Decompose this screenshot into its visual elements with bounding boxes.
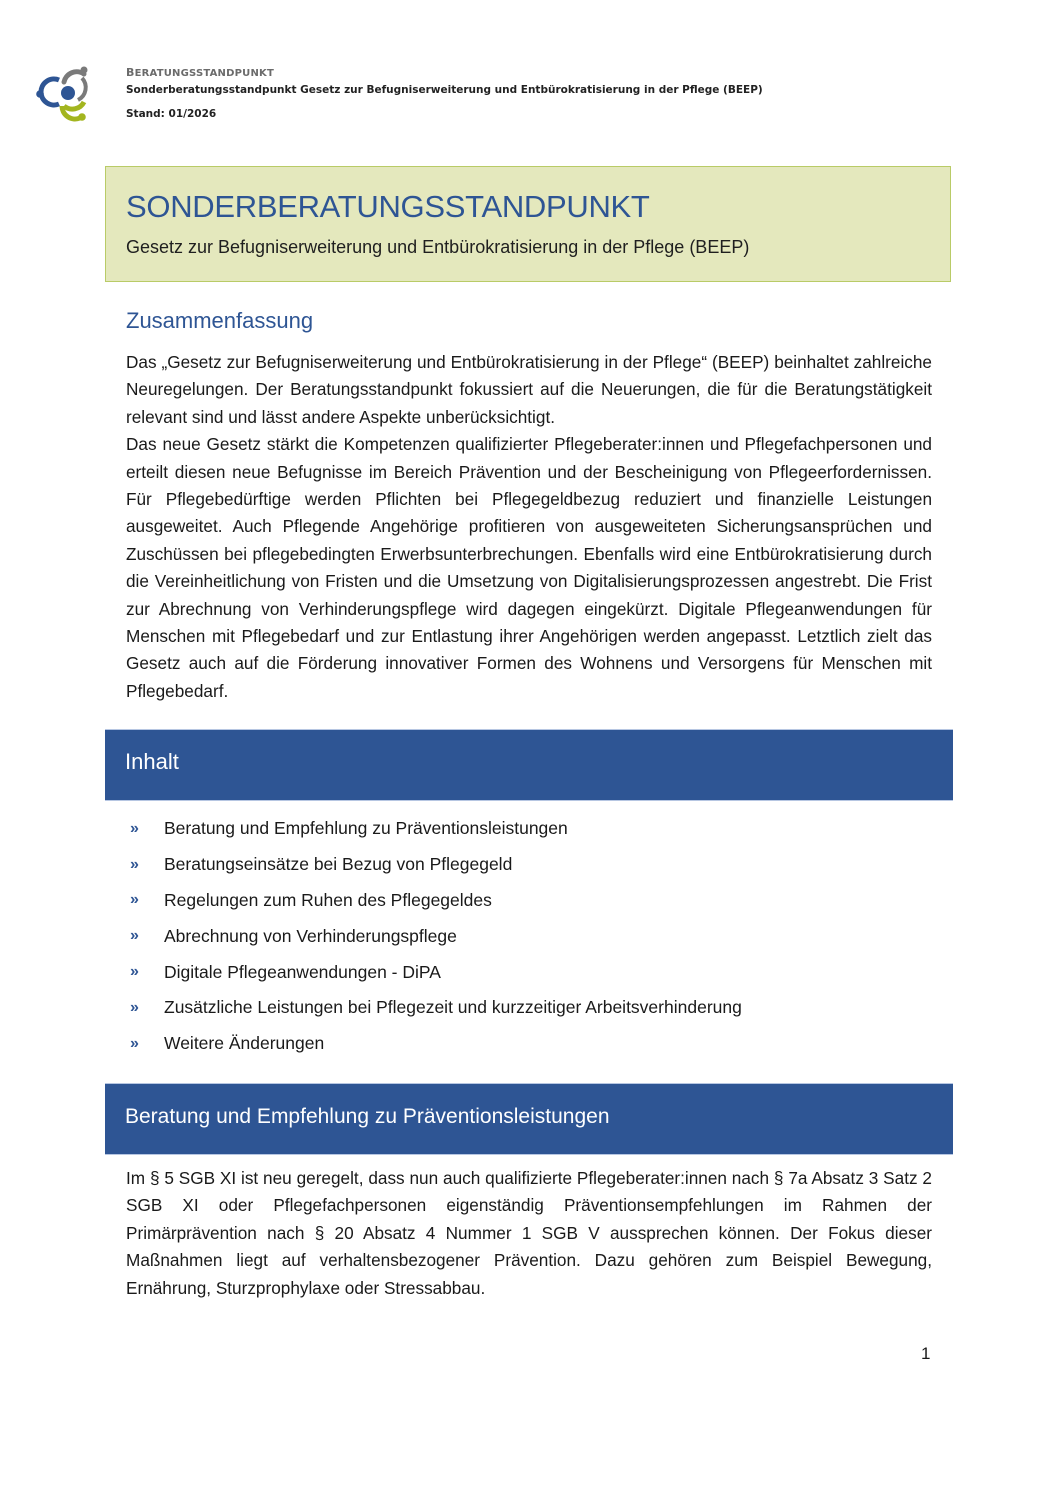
toc-item-label: Weitere Änderungen	[164, 1033, 325, 1054]
toc-item-label: Zusätzliche Leistungen bei Pflegezeit und kurzzeitiger Arbeitsverhinderung	[164, 997, 742, 1018]
header-kicker-rest: ERATUNGSSTANDPUNKT	[134, 68, 275, 79]
summary-text	[126, 349, 932, 705]
document-title: SONDERBERATUNGSSTANDPUNKT	[126, 189, 650, 224]
contents-heading: Inhalt	[125, 749, 179, 774]
toc-item-label: Beratung und Empfehlung zu Präventionsleistungen	[164, 818, 568, 839]
header-document-title: Sonderberatungsstandpunkt Gesetz zur Befugniserweiterung und Entbürokratisierung in der Pflege (BEEP)	[126, 84, 763, 96]
toc-item-label: Regelungen zum Ruhen des Pflegegeldes	[164, 889, 492, 910]
toc-item[interactable]	[130, 990, 742, 1026]
double-chevron-icon: »	[130, 891, 139, 909]
toc-item[interactable]	[130, 847, 742, 883]
double-chevron-icon: »	[130, 998, 139, 1016]
contents-heading-band	[105, 729, 953, 801]
three-circles-logo-icon	[34, 64, 90, 122]
summary-paragraph: Das „Gesetz zur Befugniserweiterung und Entbürokratisierung in der Pflege“ (BEEP) beinhaltet zahlreiche Neuregelungen. Der Beratungsstandpunkt fokussiert auf die Neuerungen, die für die Beratungstätigkeit relevant sind und lässt andere Aspekte unberücksichtigt.	[126, 352, 932, 427]
toc-item[interactable]	[130, 954, 742, 990]
double-chevron-icon: »	[130, 1034, 139, 1052]
double-chevron-icon: »	[130, 963, 139, 981]
section-heading-band	[105, 1083, 953, 1155]
double-chevron-icon: »	[130, 855, 139, 873]
toc-item-label: Abrechnung von Verhinderungspflege	[164, 925, 457, 946]
toc-item-label: Beratungseinsätze bei Bezug von Pflegegeld	[164, 854, 513, 875]
toc-item[interactable]	[130, 811, 742, 847]
double-chevron-icon: »	[130, 819, 139, 837]
section-heading: Beratung und Empfehlung zu Präventionsleistungen	[125, 1105, 610, 1128]
double-chevron-icon: »	[130, 927, 139, 945]
page-header	[126, 66, 763, 122]
toc-item[interactable]	[130, 918, 742, 954]
table-of-contents	[130, 811, 742, 1062]
summary-heading: Zusammenfassung	[126, 308, 314, 333]
toc-item[interactable]	[130, 883, 742, 919]
header-stand-date: Stand: 01/2026	[126, 108, 217, 120]
toc-item[interactable]	[130, 1026, 742, 1062]
section-text	[126, 1165, 932, 1302]
page-number: 1	[921, 1344, 931, 1363]
summary-paragraph: Das neue Gesetz stärkt die Kompetenzen qualifizierter Pflegeberater:innen und Pflegefachpersonen und erteilt diesen neue Befugnisse im Bereich Prävention und der Bescheinigung von Pflegeerfordernissen. Für Pflegebedürftige werden Pflichten bei Pflegegeldbezug reduziert und finanzielle Leistungen ausgeweitet. Auch Pflegende Angehörige profitieren von ausgeweiteten Sicherungsansprüchen und Zuschüssen bei pflegebedingten Erwerbsunterbrechungen. Ebenfalls wird eine Entbürokratisierung durch die Vereinheitlichung von Fristen und die Umsetzung von Digitalisierungsprozessen angestrebt. Die Frist zur Abrechnung von Verhinderungspflege wird dagegen eingekürzt. Digitale Pflegeanwendungen für Menschen mit Pflegebedarf und zur Entlastung ihrer Angehörigen werden angepasst. Letztlich zielt das Gesetz auch auf die Förderung innovativer Formen des Wohnens und Versorgens für Menschen mit Pflegebedarf.	[126, 434, 932, 701]
title-box	[105, 166, 951, 282]
document-subtitle: Gesetz zur Befugniserweiterung und Entbürokratisierung in der Pflege (BEEP)	[126, 237, 750, 257]
header-kicker-initial: B	[126, 66, 135, 79]
section-paragraph: Im § 5 SGB XI ist neu geregelt, dass nun auch qualifizierte Pflegeberater:innen nach § 7a Absatz 3 Satz 2 SGB XI oder Pflegefachpersonen eigenständig Präventionsempfehlungen im Rahmen der Primärprävention nach § 20 Absatz 4 Nummer 1 SGB V aussprechen können. Der Fokus dieser Maßnahmen liegt auf verhaltensbezogener Prävention. Dazu gehören zum Beispiel Bewegung, Ernährung, Sturzprophylaxe oder Stressabbau.	[126, 1168, 932, 1298]
header-kicker	[126, 66, 763, 81]
toc-item-label: Digitale Pflegeanwendungen - DiPA	[164, 961, 441, 982]
